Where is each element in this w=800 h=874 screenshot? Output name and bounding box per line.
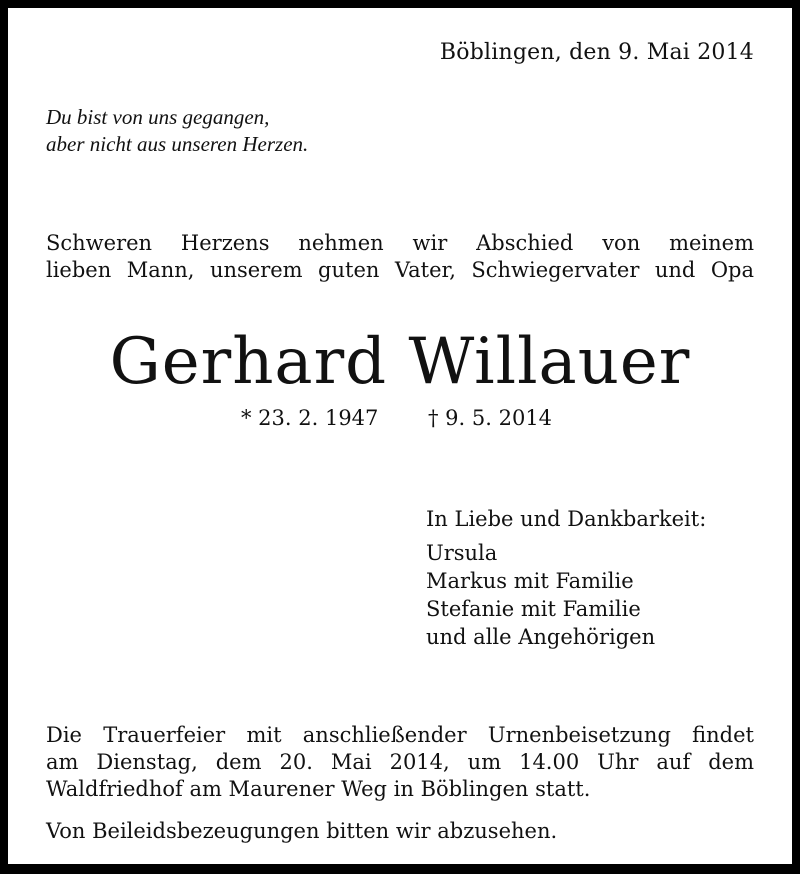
funeral-details xyxy=(46,722,754,803)
farewell-intro xyxy=(46,230,754,284)
mourner-item: Ursula xyxy=(426,541,498,565)
mourner-item: Markus mit Familie xyxy=(426,569,634,593)
mourner-item: Stefanie mit Familie xyxy=(426,597,641,621)
dateline: Böblingen, den 9. Mai 2014 xyxy=(439,40,754,65)
mourners-block xyxy=(426,505,706,651)
funeral-line-3: Waldfriedhof am Maurener Weg in Böblingen statt. xyxy=(46,777,591,801)
motto xyxy=(46,104,308,158)
funeral-line-2: am Dienstag, dem 20. Mai 2014, um 14.00 Uhr auf dem xyxy=(46,750,754,774)
intro-line-2: lieben Mann, unserem guten Vater, Schwiegervater und Opa xyxy=(46,258,754,282)
condolence-note: Von Beileidsbezeugungen bitten wir abzusehen. xyxy=(46,819,558,843)
deceased-name: Gerhard Willauer xyxy=(109,325,691,399)
motto-line-1: Du bist von uns gegangen, xyxy=(46,105,270,129)
mourner-item: und alle Angehörigen xyxy=(426,625,656,649)
motto-line-2: aber nicht aus unseren Herzen. xyxy=(46,132,309,156)
death-date: † 9. 5. 2014 xyxy=(428,406,553,430)
intro-line-1: Schweren Herzens nehmen wir Abschied von meinem xyxy=(46,231,754,255)
mourners-heading: In Liebe und Dankbarkeit: xyxy=(426,507,707,531)
birth-date: * 23. 2. 1947 xyxy=(241,406,379,430)
funeral-line-1: Die Trauerfeier mit anschließender Urnenbeisetzung findet xyxy=(46,723,754,747)
